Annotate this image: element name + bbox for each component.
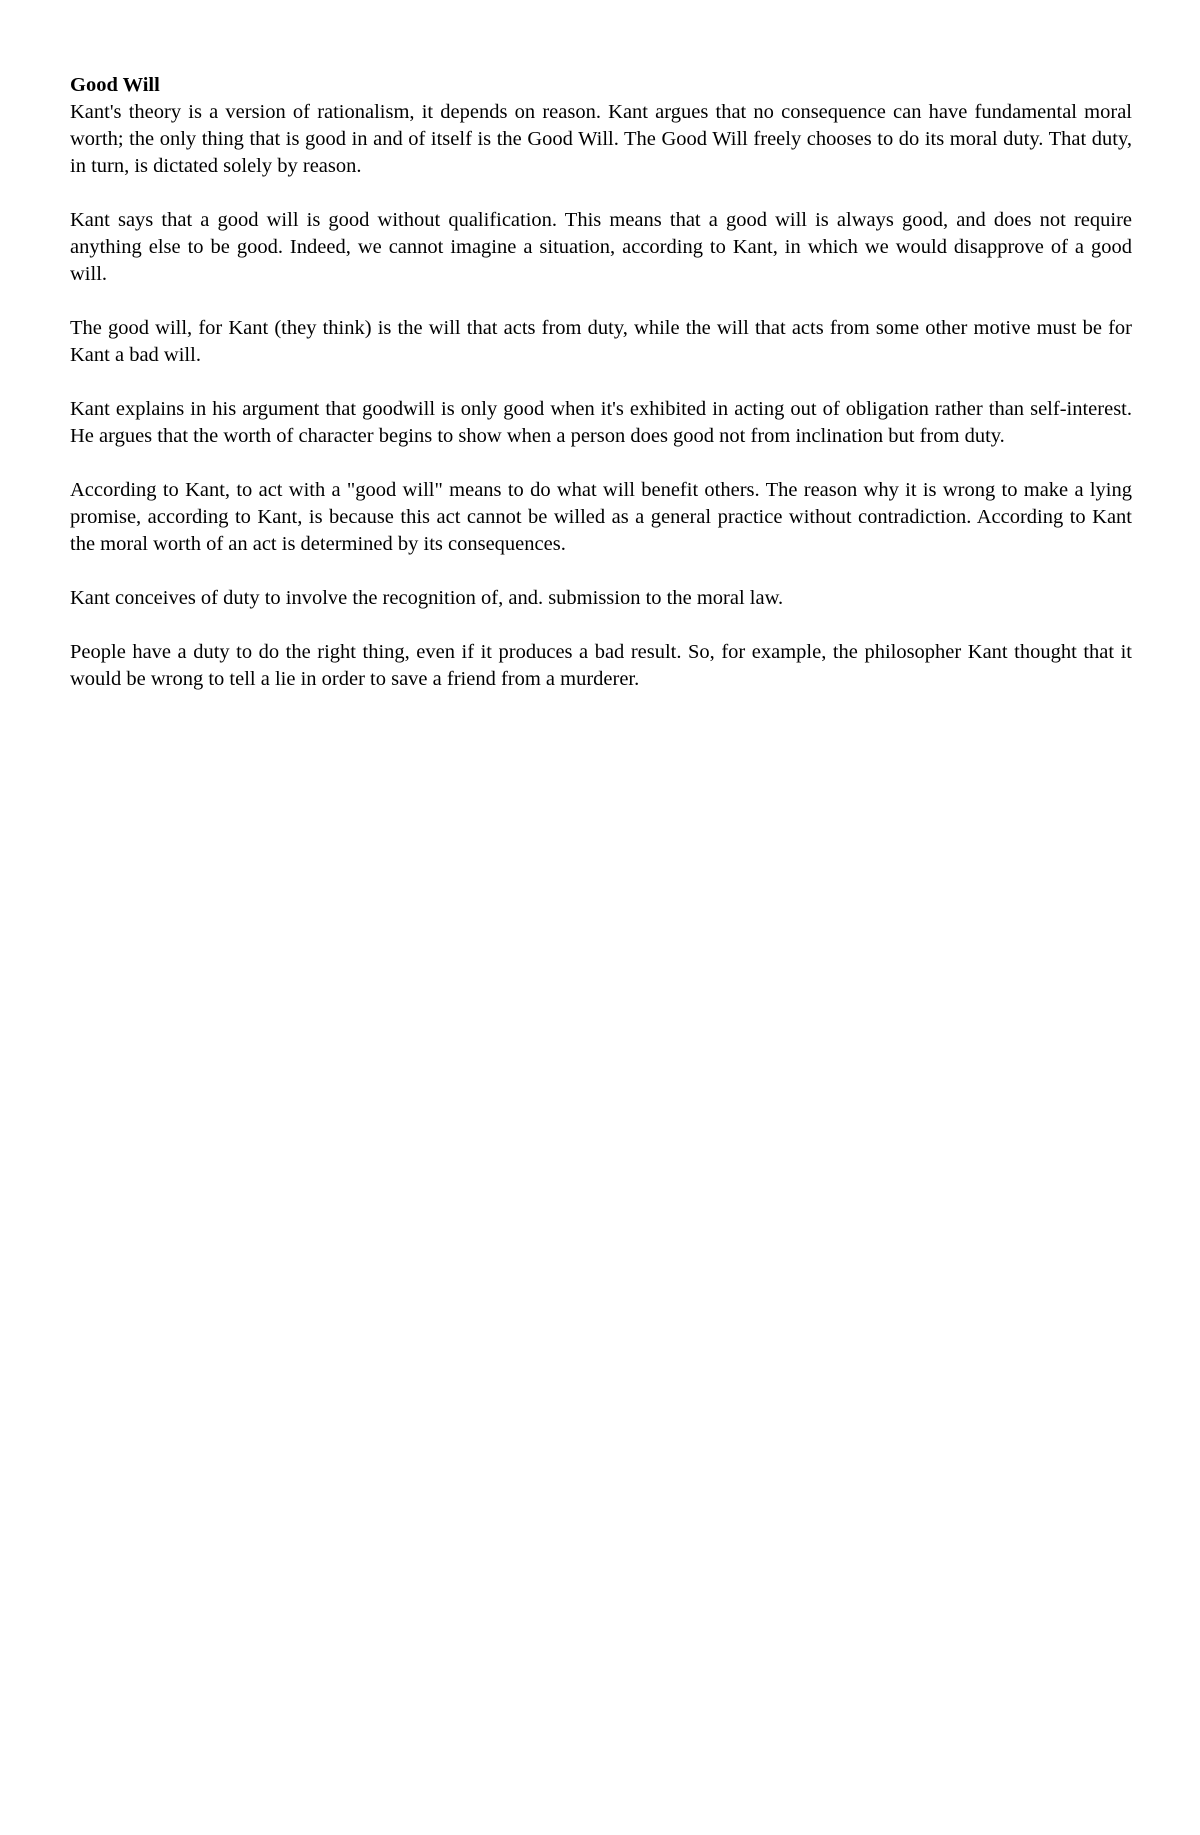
paragraph-5: According to Kant, to act with a "good will" means to do what will benefit others. The reason why it is wrong to make a lying promise, according to Kant, is because this act cannot be willed as a general practice without contradiction. According to Kant the moral worth of an act is determined by its consequences. [70,479,1132,555]
paragraph-2: Kant says that a good will is good without qualification. This means that a good will is always good, and does not require anything else to be good. Indeed, we cannot imagine a situation, according to Kant, in which we would disapprove of a good will. [70,209,1132,285]
paragraph-6: Kant conceives of duty to involve the recognition of, and. submission to the moral law. [70,587,784,609]
paragraph-4: Kant explains in his argument that goodwill is only good when it's exhibited in acting out of obligation rather than self-interest. He argues that the worth of character begins to show when a person does good not from inclination but from duty. [70,398,1132,447]
paragraph-1: Kant's theory is a version of rationalism, it depends on reason. Kant argues that no consequence can have fundamental moral worth; the only thing that is good in and of itself is the Good Will. The Good Will freely chooses to do its moral duty. That duty, in turn, is dictated solely by reason. [70,101,1132,177]
document-title: Good Will [70,74,160,96]
paragraph-3: The good will, for Kant (they think) is the will that acts from duty, while the will that acts from some other motive must be for Kant a bad will. [70,317,1132,366]
document-page [70,72,1132,720]
paragraph-7: People have a duty to do the right thing, even if it produces a bad result. So, for example, the philosopher Kant thought that it would be wrong to tell a lie in order to save a friend from a murderer. [70,641,1132,690]
